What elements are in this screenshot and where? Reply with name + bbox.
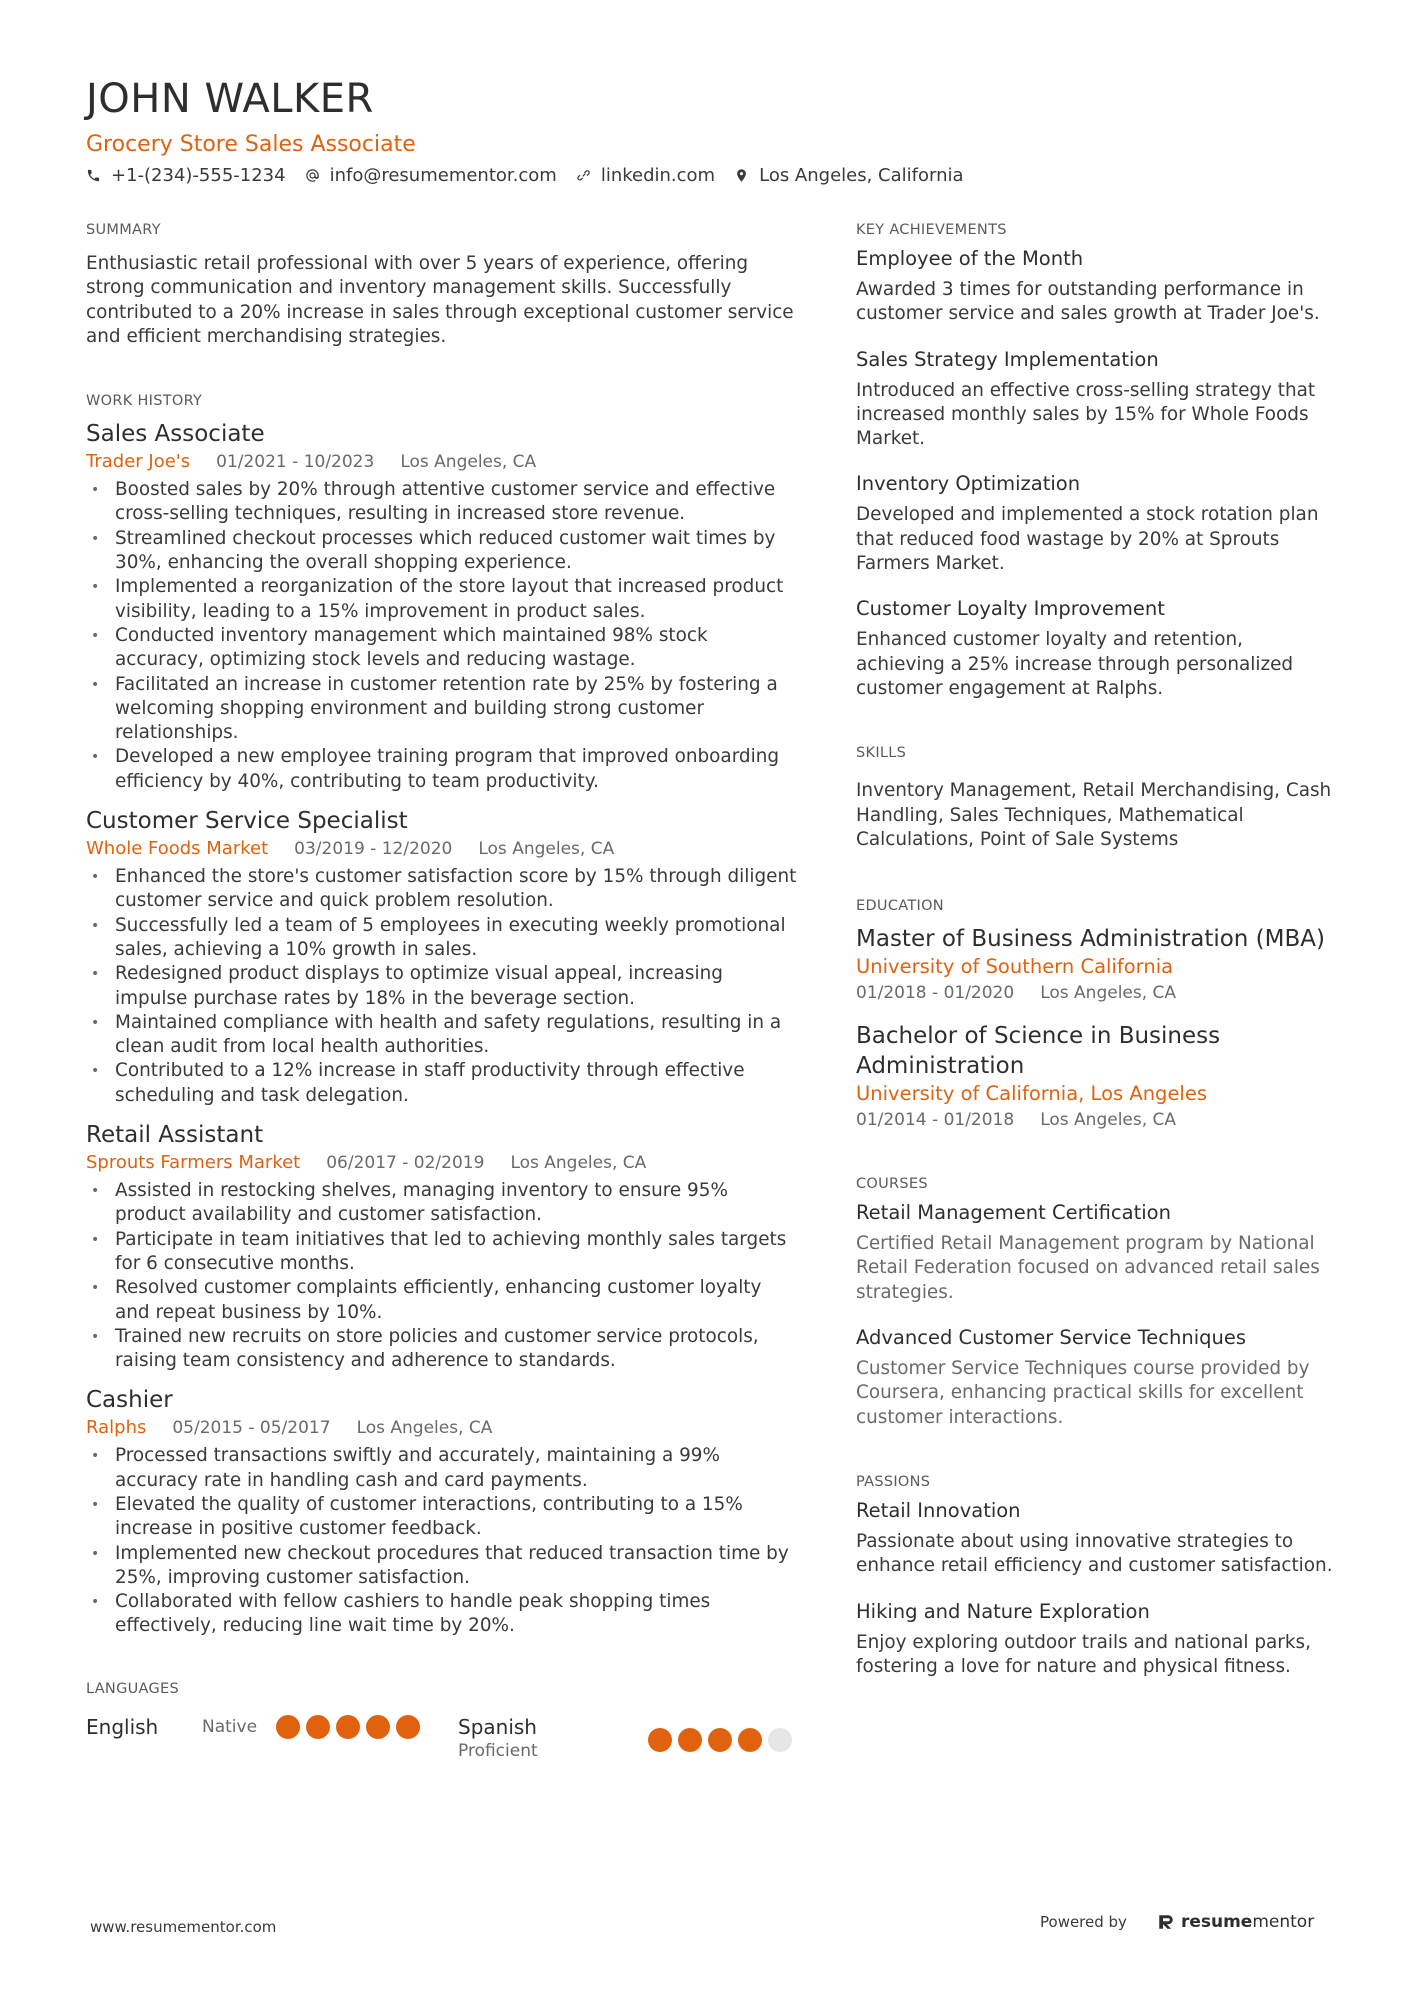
bullet-item: • Redesigned product displays to optimize visual appeal, increasing impulse purchase rates by 18% in the beverage section. [86,962,798,1011]
section-title: KEY ACHIEVEMENTS [856,222,1007,238]
job-entry [86,806,798,1108]
item-title: Advanced Customer Service Techniques [856,1326,1247,1350]
degree-title: Bachelor of Science in Business Administration [856,1023,1221,1080]
education-item [856,924,1336,1005]
skills-text: Inventory Management, Retail Merchandising, Cash Handling, Sales Techniques, Mathematical Calculations, Point of Sale Systems [856,780,1332,850]
job-meta [86,1151,798,1175]
section-title: WORK HISTORY [86,393,203,410]
bullet-item: • Conducted inventory management which maintained 98% stock accuracy, optimizing stock levels and reducing wastage. [86,624,798,673]
education-meta [856,1108,1336,1132]
language-item [86,1715,458,1761]
bullet-item: • Successfully led a team of 5 employees in executing weekly promotional sales, achieving a 10% growth in sales. [86,914,798,963]
passions-item [856,1498,1336,1579]
job-entry [86,419,798,794]
resumementor-logo-icon [1157,1913,1175,1931]
powered-by-label: Powered by [1040,1913,1127,1931]
school-name: University of Southern California [856,955,1174,979]
email-text: info@resumementor.com [329,165,557,186]
item-text: Developed and implemented a stock rotation plan that reduced food wastage by 20% at Sprouts Farmers Market. [856,504,1319,575]
key-achievements-section [856,222,1336,701]
contact-linkedin [576,165,715,186]
education-item [856,1021,1336,1132]
item-title: Sales Strategy Implementation [856,347,1159,371]
item-title: Customer Loyalty Improvement [856,597,1165,621]
job-entry [86,1385,798,1638]
job-entry [86,1120,798,1373]
job-meta [86,1416,798,1440]
rating-dot-filled [306,1715,330,1739]
company-name: Trader Joe's [86,451,191,473]
company-name: Ralphs [86,1417,147,1439]
bullet-item: • Streamlined checkout processes which reduced customer wait times by 30%, enhancing the overall shopping experience. [86,527,798,576]
bullet-item: • Collaborated with fellow cashiers to handle peak shopping times effectively, reducing line wait time by 20%. [86,1590,798,1639]
item-text: Enjoy exploring outdoor trails and national parks, fostering a love for nature and physical fitness. [856,1631,1311,1677]
language-name: English [86,1714,159,1739]
job-dates: 06/2017 - 02/2019 [326,1153,485,1174]
education-location: Los Angeles, CA [1040,1110,1177,1131]
bullet-item: • Facilitated an increase in customer retention rate by 25% by fostering a welcoming shopping environment and building strong customer relationships. [86,673,798,746]
languages-section [86,1681,798,1761]
contact-location [734,165,963,186]
job-bullets [86,478,798,794]
job-meta [86,450,798,474]
summary-text: Enthusiastic retail professional with over 5 years of experience, offering strong communication and inventory management skills. Successfully contributed to a 20% increase in sales through exceptional customer service and efficient merchandising strategies. [86,253,794,347]
footer-powered-by [1040,1912,1314,1932]
candidate-role: Grocery Store Sales Associate [86,132,416,157]
bullet-item: • Processed transactions swiftly and accurately, maintaining a 99% accuracy rate in handling cash and card payments. [86,1444,798,1493]
achievement-list [856,246,1336,701]
courses-section [856,1176,1336,1430]
school-name: University of California, Los Angeles [856,1082,1208,1106]
left-column [86,222,798,1761]
language-rating [648,1728,798,1752]
bullet-item: • Implemented a reorganization of the store layout that increased product visibility, leading to a 15% improvement in product sales. [86,575,798,624]
contact-email [305,165,557,186]
rating-dot-filled [366,1715,390,1739]
contact-bar [86,165,983,186]
language-level: Proficient [458,1740,538,1761]
passion-list [856,1498,1336,1679]
education-location: Los Angeles, CA [1040,983,1177,1004]
job-location: Los Angeles, CA [478,839,615,860]
education-meta [856,981,1336,1005]
rating-dot-filled [678,1728,702,1752]
courses-item [856,1325,1336,1430]
company-name: Sprouts Farmers Market [86,1152,301,1174]
key-achievements-item [856,246,1336,327]
item-text: Customer Service Techniques course provided by Coursera, enhancing practical skills for excellent customer interactions. [856,1358,1310,1428]
bullet-item: • Elevated the quality of customer interactions, contributing to a 15% increase in positive customer feedback. [86,1493,798,1542]
bullet-item: • Participate in team initiatives that led to achieving monthly sales targets for 6 consecutive months. [86,1228,798,1277]
job-title: Retail Assistant [86,1122,264,1149]
job-location: Los Angeles, CA [356,1418,493,1439]
rating-dot-empty [768,1728,792,1752]
phone-text: +1-(234)-555-1234 [111,165,286,186]
item-text: Passionate about using innovative strategies to enhance retail efficiency and customer satisfaction. [856,1530,1333,1577]
key-achievements-item [856,347,1336,452]
language-level: Native [202,1716,258,1737]
brand-logo[interactable] [1157,1912,1314,1932]
section-title: PASSIONS [856,1473,931,1490]
item-text: Enhanced customer loyalty and retention, achieving a 25% increase through personalized customer engagement at Ralphs. [856,629,1294,699]
rating-dot-filled [336,1715,360,1739]
section-title: SKILLS [856,745,907,762]
item-text: Awarded 3 times for outstanding performance in customer service and sales growth at Trader Joe's. [856,279,1320,325]
summary-section [86,222,798,349]
phone-icon [86,168,101,183]
passions-item [856,1599,1336,1680]
job-location: Los Angeles, CA [510,1153,647,1174]
rating-dot-filled [396,1715,420,1739]
job-location: Los Angeles, CA [400,452,537,473]
job-dates: 01/2021 - 10/2023 [216,452,375,473]
contact-phone [86,165,286,186]
candidate-name: JOHN WALKER [86,76,374,122]
work-history-section [86,393,798,1639]
item-title: Retail Innovation [856,1498,1021,1522]
brand-name-light: mentor [1252,1912,1315,1932]
company-name: Whole Foods Market [86,838,269,860]
item-title: Hiking and Nature Exploration [856,1599,1150,1623]
job-bullets [86,1179,798,1373]
language-item [458,1715,798,1761]
education-list [856,924,1336,1132]
item-text: Certified Retail Management program by National Retail Federation focused on advanced retail sales strategies. [856,1233,1320,1303]
linkedin-text: linkedin.com [600,165,716,186]
education-dates: 01/2018 - 01/2020 [856,983,1015,1004]
key-achievements-item [856,471,1336,576]
item-title: Employee of the Month [856,247,1084,270]
item-title: Inventory Optimization [856,472,1081,496]
section-title: EDUCATION [856,898,944,915]
at-icon [305,168,320,183]
rating-dot-filled [738,1728,762,1752]
rating-dot-filled [276,1715,300,1739]
languages-row [86,1715,798,1761]
bullet-item: • Contributed to a 12% increase in staff productivity through effective scheduling and task delegation. [86,1059,798,1108]
link-icon [576,168,591,183]
job-bullets [86,1444,798,1638]
language-rating [276,1715,426,1739]
job-title: Sales Associate [86,421,265,448]
location-pin-icon [734,168,749,183]
job-bullets [86,865,798,1108]
job-title: Cashier [86,1387,173,1414]
job-list [86,419,798,1639]
item-title: Retail Management Certification [856,1201,1171,1225]
language-name: Spanish [458,1714,537,1739]
job-title: Customer Service Specialist [86,808,408,835]
bullet-item: • Maintained compliance with health and safety regulations, resulting in a clean audit from local health authorities. [86,1011,798,1060]
rating-dot-filled [708,1728,732,1752]
section-title: SUMMARY [86,222,161,238]
passions-section [856,1474,1336,1679]
job-meta [86,837,798,861]
key-achievements-item [856,596,1336,701]
education-dates: 01/2014 - 01/2018 [856,1110,1015,1131]
course-list [856,1200,1336,1430]
job-dates: 03/2019 - 12/2020 [294,839,453,860]
brand-name-bold: resume [1180,1912,1253,1932]
location-text: Los Angeles, California [759,165,964,186]
section-title: COURSES [856,1176,928,1193]
bullet-item: • Enhanced the store's customer satisfaction score by 15% through diligent customer service and quick problem resolution. [86,865,798,914]
item-text: Introduced an effective cross-selling strategy that increased monthly sales by 15% for Whole Foods Market. [856,379,1316,450]
bullet-item: • Boosted sales by 20% through attentive customer service and effective cross-selling techniques, resulting in increased store revenue. [86,478,798,527]
bullet-item: • Developed a new employee training program that improved onboarding efficiency by 40%, contributing to team productivity. [86,745,798,794]
right-column [856,222,1336,1679]
courses-item [856,1200,1336,1305]
bullet-item: • Trained new recruits on store policies and customer service protocols, raising team consistency and adherence to standards. [86,1325,798,1374]
job-dates: 05/2015 - 05/2017 [172,1418,331,1439]
bullet-item: • Implemented new checkout procedures that reduced transaction time by 25%, improving customer satisfaction. [86,1542,798,1591]
degree-title: Master of Business Administration (MBA) [856,926,1325,953]
bullet-item: • Resolved customer complaints efficiently, enhancing customer loyalty and repeat business by 10%. [86,1276,798,1325]
skills-section [856,745,1336,852]
rating-dot-filled [648,1728,672,1752]
education-section [856,898,1336,1132]
section-title: LANGUAGES [86,1680,179,1697]
footer-website[interactable]: www.resumementor.com [90,1918,277,1936]
bullet-item: • Assisted in restocking shelves, managing inventory to ensure 95% product availability and customer satisfaction. [86,1179,798,1228]
